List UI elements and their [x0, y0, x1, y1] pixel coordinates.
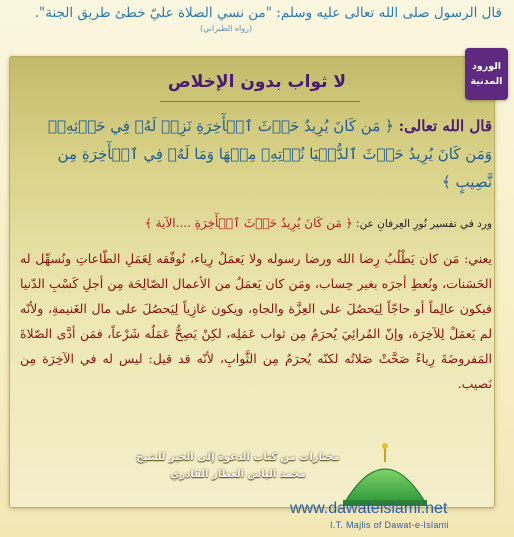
badge-line-1: الورود [471, 61, 502, 72]
title-divider [160, 101, 360, 102]
page-title: لا ثواب بدون الإخلاص [167, 72, 347, 92]
tafsir-heading [20, 214, 492, 233]
book-credit [118, 449, 358, 483]
credit-line-1: مختارات من كتاب الدعوة إلى الخير للشيخ [136, 452, 340, 463]
hadith-reference: (رواه الطبراني) [200, 24, 253, 33]
website-link[interactable]: www.dawateislami.net [290, 500, 448, 517]
tafsir-source: ورد في تفسير نُورِ العِرفانِ عن: [356, 218, 492, 230]
badge-line-2: المدنية [470, 76, 503, 87]
hadith-header: قال الرسول صلى الله تعالى عليه وسلم: "من نسي الصلاة عليّ خطئ طريق الجنة". [34, 5, 502, 21]
verse-intro: قال الله تعالى: [398, 117, 492, 135]
explanation-text: يعني: مَن كان يَطْلُبُ رِضا الله ورضا رسوله ولا يَعمَلُ رِياء، نُوفّقه لِعَمَلِ الطّاعاتِ ونُسهِّل له الحَسَنات، ونُعطِ أجرَه بغير حِساب، ومَن كان يَعمَلُ من الأعمال الصّالِحَة مِن أجلِ كَسْبِ الدّنيا فيكون عالِماً أو حاجّاً لِيَحصُلَ على العِزَّة والجاهِ، ويكون غازِياً لِيَحصُلَ على مال الغَنيمةِ، ولأنّه لم يَعمَلْ لِلآخِرَة، وإنّ المُرائِيَ يُحرَمُ مِن ثواب عَمَلِه، لكِنْ يَصِحُّ عَمَلُه شَرْعاً، فمَن أدَّى الصّلاةَ المَفروضَةَ رِياءً صَحَّتْ صَلاتُه لكنّه يُحرَمُ مِن الثَّوابِ، لأنّه قد قيل: ليس له في الآخِرَة مِن نَصيب. [20, 251, 492, 391]
credit-line-2: محمد الياس العطار القادري [170, 469, 306, 480]
quran-verse [20, 112, 492, 196]
website-subtitle: I.T. Majlis of Dawat-e-Islami [330, 520, 449, 530]
tafsir-quote: ﴿ مَن كَانَ يُرِيدُ حَرۡثَ ٱلۡأٓخِرَةِ ....الآية ﴾ [144, 216, 353, 230]
verse-text: ﴿ مَن كَانَ يُرِيدُ حَرۡثَ ٱلۡأٓخِرَةِ نَزِدۡ لَهُۥ فِي حَرۡثِهِۦۖ وَمَن كَانَ يُرِيدُ حَرۡثَ ٱلدُّنۡيَا نُؤۡتِهِۦ مِنۡهَا وَمَا لَهُۥ فِي ٱلۡأٓخِرَةِ مِن نَّصِيبٍ ﴾ [48, 117, 492, 191]
